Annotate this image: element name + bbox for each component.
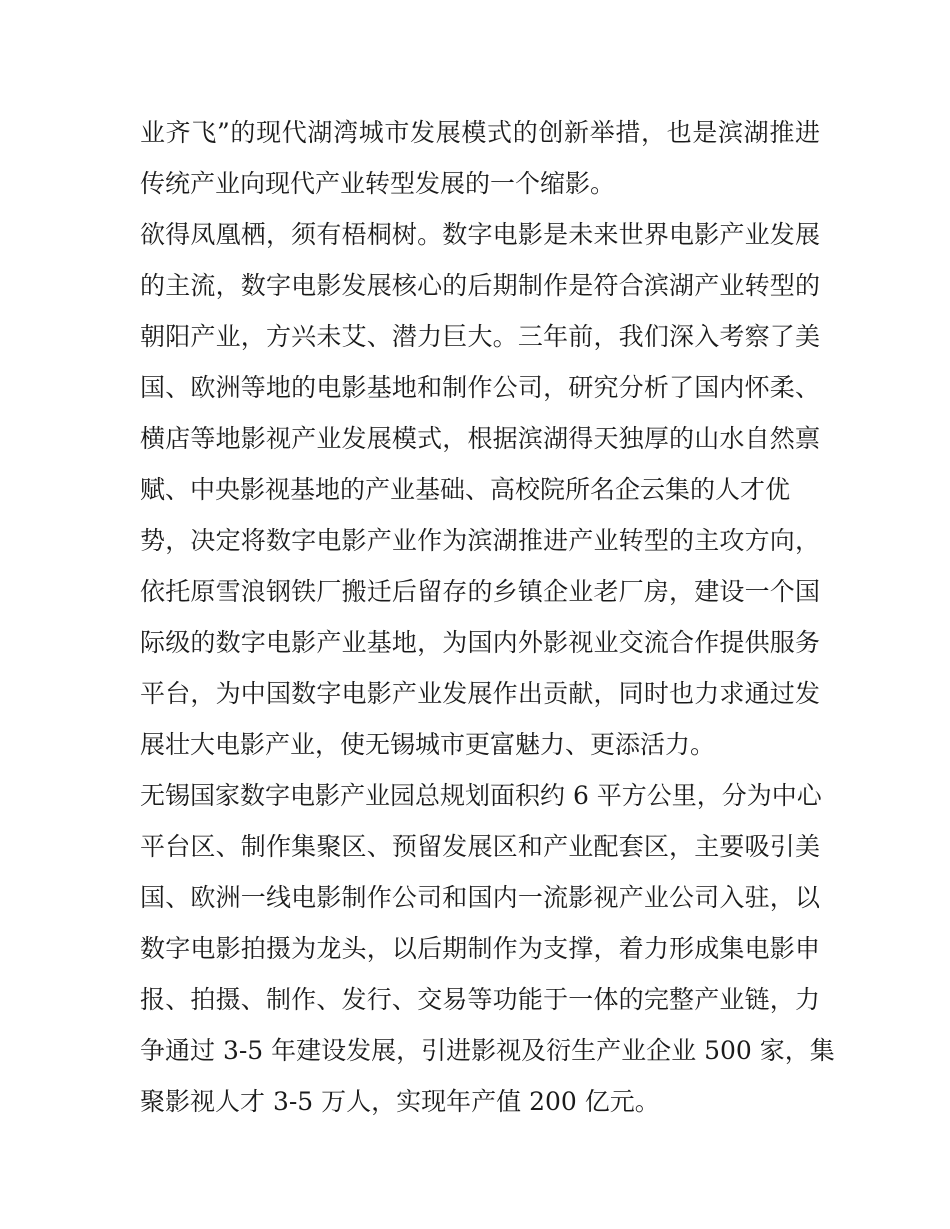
text-line: 传统产业向现代产业转型发展的一个缩影。: [140, 169, 616, 198]
text-line: 业齐飞”的现代湖湾城市发展模式的创新举措，也是滨湖推进: [140, 118, 820, 147]
text-line: 依托原雪浪钢铁厂搬迁后留存的乡镇企业老厂房，建设一个国: [140, 577, 820, 606]
document-body: [140, 107, 835, 1127]
text-line: 势，决定将数字电影产业作为滨湖推进产业转型的主攻方向，: [140, 526, 820, 555]
text-line: 报、拍摄、制作、发行、交易等功能于一体的完整产业链，力: [140, 985, 820, 1014]
text-line: 争通过 3-5 年建设发展，引进影视及衍生产业企业 500 家，集: [140, 1036, 835, 1065]
text-line: 平台区、制作集聚区、预留发展区和产业配套区，主要吸引美: [140, 832, 820, 861]
paragraph-2: [140, 209, 820, 770]
text-line: 国、欧洲等地的电影基地和制作公司，研究分析了国内怀柔、: [140, 373, 820, 402]
text-line: 无锡国家数字电影产业园总规划面积约 6 平方公里，分为中心: [140, 781, 822, 810]
text-line: 际级的数字电影产业基地，为国内外影视业交流合作提供服务: [140, 628, 820, 657]
text-line: 数字电影拍摄为龙头，以后期制作为支撑，着力形成集电影申: [140, 934, 820, 963]
paragraph-3: [140, 770, 835, 1127]
text-line: 平台，为中国数字电影产业发展作出贡献，同时也力求通过发: [140, 679, 820, 708]
paragraph-1: [140, 107, 820, 209]
text-line: 朝阳产业，方兴未艾、潜力巨大。三年前，我们深入考察了美: [140, 322, 820, 351]
text-line: 赋、中央影视基地的产业基础、高校院所名企云集的人才优: [140, 475, 791, 504]
text-line: 的主流，数字电影发展核心的后期制作是符合滨湖产业转型的: [140, 271, 820, 300]
text-line: 横店等地影视产业发展模式，根据滨湖得天独厚的山水自然禀: [140, 424, 820, 453]
text-line: 聚影视人才 3-5 万人，实现年产值 200 亿元。: [140, 1087, 660, 1116]
text-line: 展壮大电影产业，使无锡城市更富魅力、更添活力。: [140, 730, 716, 759]
text-line: 国、欧洲一线电影制作公司和国内一流影视产业公司入驻，以: [140, 883, 820, 912]
text-line: 欲得凤凰栖，须有梧桐树。数字电影是未来世界电影产业发展: [140, 220, 820, 249]
